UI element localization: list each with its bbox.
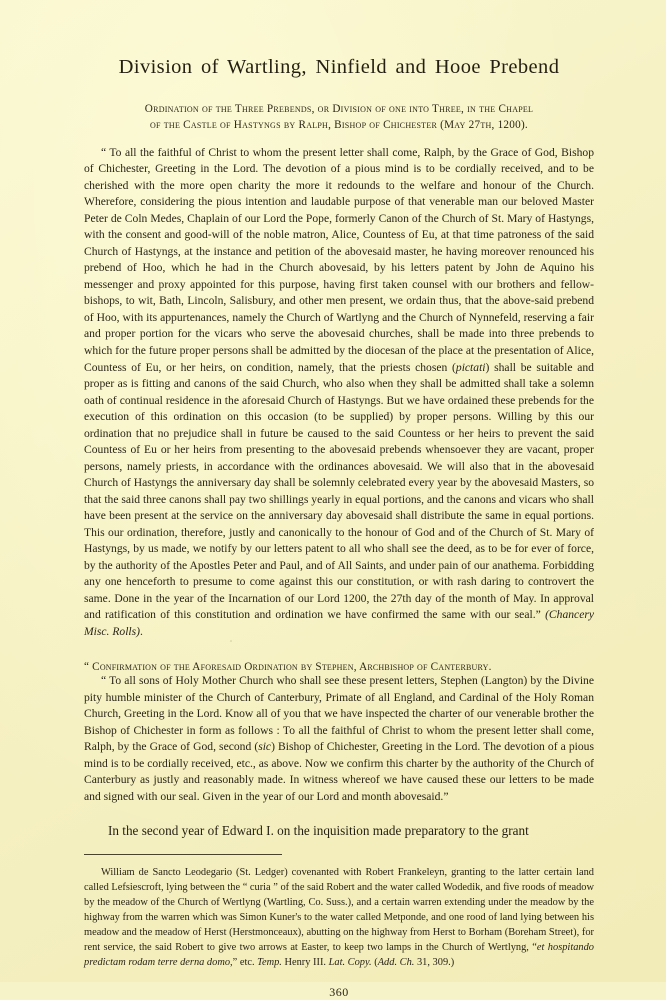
- footnote-part-5: 31, 309.): [414, 956, 455, 968]
- subtitle-line-1: Ordination of the Three Prebends, or Division of one into Three, in the Chapel: [144, 103, 534, 115]
- footnote-part-1: William de Sancto Leodegario (St. Ledger) covenanted with Robert Frankeleyn, granting to the latter certain land called Lefsiescroft, lying between the “ curia ” of the said Robert and the water called Wodedik, and five roods of meadow by the meadow of the Church of Wertlyng (Wartling, Co. Suss.), and a certain warren extending under the meadow by the highway from the warren which was Simon Kuner's to the water called Metponde, and one rood of land lying between his meadow and the meadow of Herst (Herstmonceaux), abutting on the highway from Herst to Borham (Boreham Street), for rent service, the said Robert to give two arrows at Easter, to keep two lamps in the Church of Wertlyng, “: [84, 866, 594, 953]
- confirmation-text-part-1: “ To all sons of Holy Mother Church who shall see these present letters, Stephen (Langton) by the Divine pity humble minister of the Church of Canterbury, Primate of all England, and Cardinal of the Holy Roman Church, Greeting in the Lord. Know all of you that we have inspected the charter of our venerable brother the Bishop of Chichester in form as follows : To all the faithful of Christ to whom the present letter shall come, Ralph, by the Grace of God, second (: [84, 674, 594, 754]
- footnote-add-ch-label: Add. Ch.: [377, 956, 415, 968]
- footnote-lat-copy-label: Lat. Copy.: [328, 956, 372, 968]
- latin-term-pictati: pictati: [455, 360, 486, 374]
- inquisition-lead-line: In the second year of Edward I. on the inquisition made preparatory to the grant: [108, 823, 529, 839]
- subtitle-line-2: of the Castle of Hastyngs by Ralph, Bishop of Chichester (May 27th, 1200).: [150, 118, 528, 131]
- confirmation-text-part-2: ) Bishop of Chichester, Greeting in the Lord. The devotion of a pious mind is to be cordially received, etc., as above. Now we confirm this charter by the authority of the Church of Canterbury as justly and reasonably made. In witness whereof we have caused these our letters to be made and signed with our seal. Given in the year of our Lord and month abovesaid.”: [84, 740, 594, 803]
- footnote-part-4: (: [371, 956, 378, 968]
- page-number: 360: [329, 984, 349, 999]
- confirmation-heading: “ Confirmation of the Aforesaid Ordination by Stephen, Archbishop of Canterbury.: [84, 661, 492, 674]
- footnote-latin-phrase: et hospitando predictam rodam terre derna domo,: [84, 941, 594, 968]
- footnote-part-3: Henry III.: [281, 956, 329, 968]
- ordination-text-part-3: .: [140, 624, 143, 638]
- ordination-text-part-2: ) shall be suitable and proper as is fitting and canons of the said Church, who also when they shall be admitted shall take a solemn oath of continual residence in the aforesaid Church of Hastyngs. But we have ordained these prebends for the execution of this ordination on this occasion (to be supplied) by proper persons. Willing by this our ordination that no prejudice shall in future be caused to the said Countess or her heirs to prevent the said Countess of Eu or her heirs from presenting to the abovesaid prebends whensoever they are vacant, proper persons, namely priests, in accordance with the ordinances abovesaid. We will also that in the abovesaid Church of Hastyngs the anniversary day shall be solemnly celebrated every year by the abovesaid Masters, so that the said three canons shall pay two shillings yearly in equal portions, and the canons and vicars who shall have been present at the service on the anniversary day abovesaid shall distribute the same in equal portions. This our ordination, therefore, justly and canonically to the honour of God and of the Church of St. Mary of Hastyngs, by us made, we notify by our letters patent to all who shall see the deed, as to be for ever of force, by the authority of the Apostles Peter and Paul, and of All Saints, and under pain of our anathema. Forbidding any one henceforth to presume to come against this our constitution, or with rash daring to controvert the same. Done in the year of the Incarnation of our Lord 1200, the 27th day of the month of May. In approval and ratification of this constitution and ordination we have confirmed the same with our seal.”: [84, 360, 594, 622]
- latin-term-sic: sic: [258, 740, 272, 754]
- footnote-temp-label: Temp.: [257, 956, 282, 968]
- source-citation-chancery: (Chancery Misc. Rolls): [84, 608, 594, 638]
- footnote-text: [84, 855, 594, 971]
- page-title: Division of Wartling, Ninfield and Hooe Prebend: [118, 56, 560, 78]
- footnote-part-2: ” etc.: [232, 956, 258, 968]
- ordination-subtitle: [84, 102, 594, 134]
- ordination-paragraph: [84, 145, 594, 640]
- page-content: [84, 0, 594, 1000]
- confirmation-paragraph: [84, 673, 594, 805]
- ordination-text-part-1: “ To all the faithful of Christ to whom the present letter shall come, Ralph, by the Grace of God, Bishop of Chichester, Greeting in the Lord. The devotion of a pious mind is to be cordially received, and to be cherished with the more open charity the more it redounds to the welfare and honour of the Church. Wherefore, considering the pious intention and laudable purpose of that venerable man our beloved Master Peter de Coln Medes, Chaplain of our Lord the Pope, formerly Canon of the Church of St. Mary of Hastyngs, with the consent and good-will of the noble matron, Alice, Countess of Eu, at that time patroness of the said Church of Hastyngs, at the instance and petition of the abovesaid master, he having moreover renounced his prebend of Hoo, which he had in the Church abovesaid, by his letters patent by John de Aquino his messenger and proxy appointed for this purpose, having first taken counsel with our brothers and fellow-bishops, to wit, Bath, Lincoln, Salisbury, and other men present, we ordain thus, that the above-said prebend of Hoo, with its appurtenances, namely the Church of Wartlyng and the Church of Nynnefeld, reserving a fair and proper portion for the vicars who serve the abovesaid churches, shall be made into three prebends to which for the future proper persons shall be admitted by the diocesan of the place at the presentation of Alice, Countess of Eu, or her heirs, on condition, namely, that the priests chosen (: [84, 145, 594, 374]
